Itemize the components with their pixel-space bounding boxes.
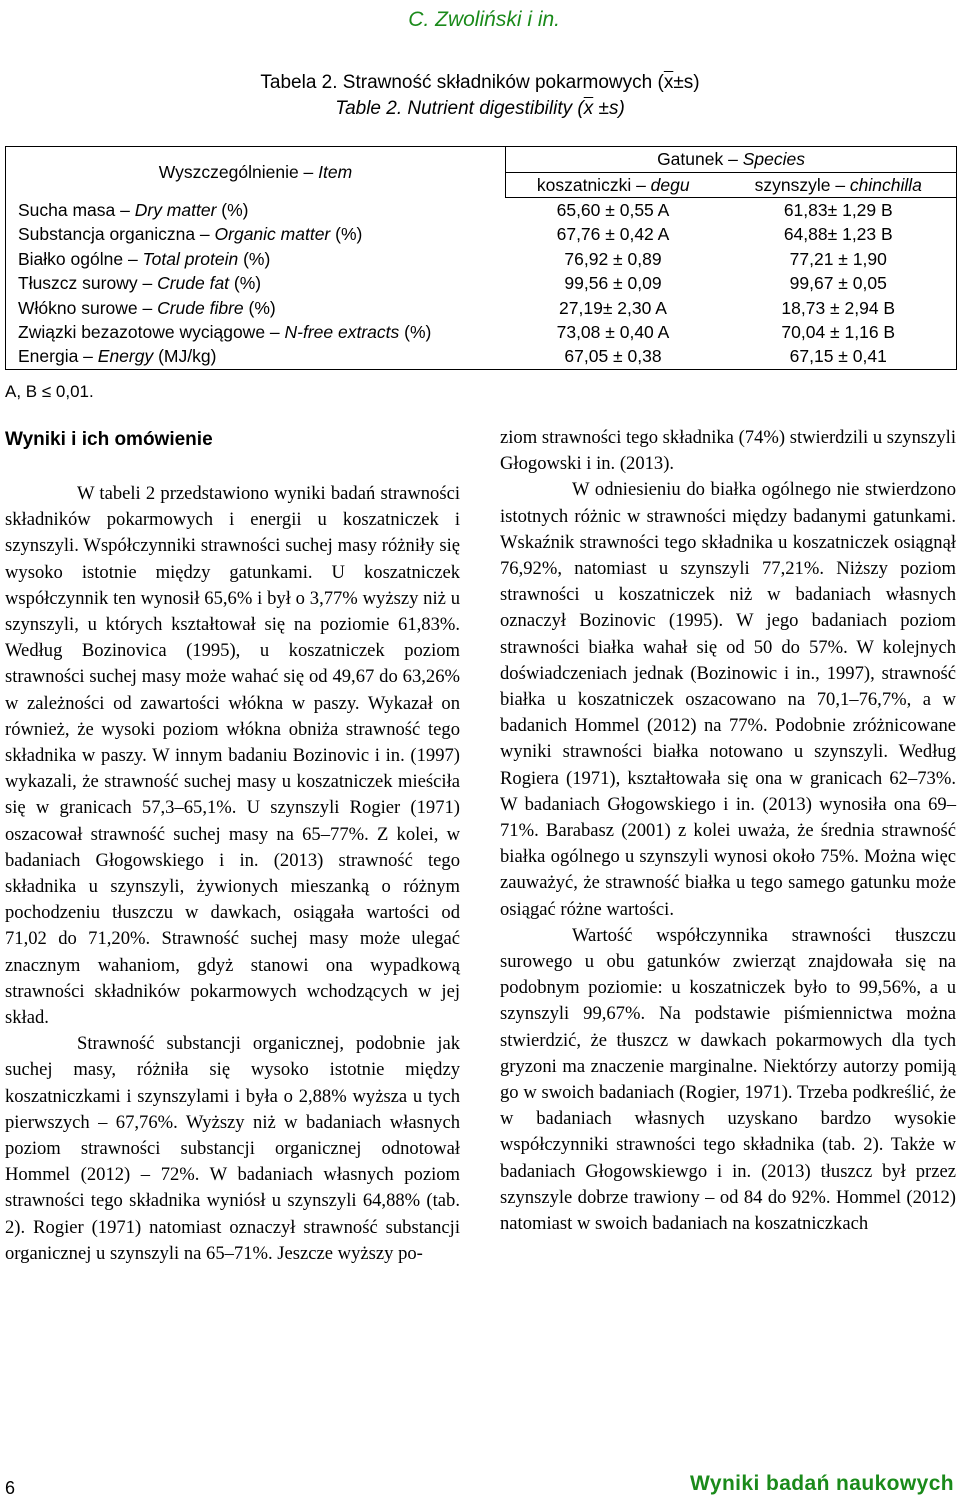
table-row <box>6 345 957 370</box>
species-header: Gatunek – Species <box>506 147 957 173</box>
row-label: Energia – Energy (MJ/kg) <box>6 345 506 370</box>
chinchilla-header: szynszyle – chinchilla <box>721 173 957 198</box>
chinchilla-value: 64,88± 1,23 B <box>721 223 957 247</box>
chinchilla-value: 18,73 ± 2,94 B <box>721 296 957 320</box>
digestibility-table <box>5 146 957 370</box>
body-paragraph: Strawność substancji organicznej, podobnie jak suchej masy, różniła się wysoko istotnie między koszatniczkami i szynszylami i była o 2,88% wyższa u tych pierwszych – 67,76%. Wyższy niż w badaniach własnych poziom strawności substancji organicznej odnotował Hommel (2012) – 72%. W badaniach własnych poziom strawności tego składnika wyniósł u szynszyli 64,88% (tab. 2). Rogier (1971) natomiast oznaczył strawność substancji organicznej u szynszyli na 65–71%. Jeszcze wyższy po- <box>5 1033 460 1264</box>
left-column <box>5 425 460 1267</box>
table-row <box>6 223 957 247</box>
body-paragraph: W tabeli 2 przedstawiono wyniki badań strawności składników pokarmowych i energii u koszatniczek i szynszyli. Współczynniki strawności suchej masy różniły się wysoko istotnie między gatunkami. U koszatniczek współczynnik ten wynosił 65,6% i był o 3,77% wyższy niż u szynszyli, u których kształtował się na poziomie 61,83%. Według Bozinovica (1995), u koszatniczek poziom strawności suchej masy może wahać się od 49,67 do 63,26% w zależności od zawartości włókna w paszy. Wykazał on również, że wysoki poziom włókna obniża strawność tego składnika w paszy. W innym badaniu Bozinovic i in. (1997) wykazali, że strawność suchej masy u koszatniczek mieściła się w granicach 57,3–65,1%. U szynszyli Rogier (1971) oszacował strawność suchej masy na 65–77%. Z kolei, w badaniach Głogowskiego i in. (2013) strawność tego składnika u szynszyli, żywionych mieszanką o różnym pochodzeniu tłuszczu w dawkach, osiągała wartości od 71,02 do 71,20%. Strawność suchej masy może ulegać znacznym wahaniom, gdyż stanowi ona wypadkową strawności składników pokarmowych wchodzących w jej skład. <box>5 483 460 1029</box>
caption-polish: Tabela 2. Strawność składników pokarmowych $(\overline{x}\pm s)$ <box>260 72 700 93</box>
table-footnote: A, B ≤ 0,01. <box>5 382 94 401</box>
chinchilla-value: 61,83± 1,29 B <box>721 198 957 223</box>
table-caption <box>0 70 960 122</box>
item-header: Wyszczególnienie – Item <box>6 147 506 198</box>
row-label: Związki bezazotowe wyciągowe – N-free extracts (%) <box>6 320 506 344</box>
chinchilla-value: 70,04 ± 1,16 B <box>721 320 957 344</box>
chinchilla-value: 67,15 ± 0,41 <box>721 345 957 370</box>
degu-header: koszatniczki – degu <box>506 173 721 198</box>
body-paragraph: ziom strawności tego składnika (74%) stwierdzili u szynszyli Głogowski i in. (2013). <box>500 427 956 475</box>
row-label: Substancja organiczna – Organic matter (%) <box>6 223 506 247</box>
running-head: C. Zwoliński i in. <box>408 8 560 31</box>
running-foot: Wyniki badań naukowych <box>690 1472 954 1495</box>
page-number: 6 <box>5 1478 16 1498</box>
table-row <box>6 198 957 223</box>
section-heading: Wyniki i ich omówienie <box>5 429 213 450</box>
chinchilla-value: 99,67 ± 0,05 <box>721 272 957 296</box>
body-paragraph: W odniesieniu do białka ogólnego nie stwierdzono istotnych różnic w strawności między badanymi gatunkami. Wskaźnik strawności tego składnika u koszatniczek osiągnął 76,92%, natomiast u szynszyli 77,21%. Niższy poziom strawności u koszatniczek niż w badaniach własnych oznaczył Bozinovic (1995). W jego badaniach poziom strawności białka wahał się od 50 do 57%. W kolejnych doświadczeniach jednak (Bozinowic i in., 1997), strawność białka u koszatniczek oszacowano na 70,1–76,7%, a w badanich Hommel (2012) na 77%. Podobnie zróżnicowane wyniki strawności białka notowano u szynszyli. Według Rogiera (1971), kształtowała się ona w granicach 62–73%. W badaniach Głogowskiego i in. (2013) wynosiła ona 69–71%. Barabasz (2001) z kolei uważa, że średnia strawność białka ogólnego u szynszyli wynosi około 75%. Można więc zauważyć, że strawność białka u tego samego gatunku może osiągać różne wartości. <box>500 479 956 920</box>
chinchilla-value: 77,21 ± 1,90 <box>721 247 957 271</box>
table-row <box>6 296 957 320</box>
row-label: Sucha masa – Dry matter (%) <box>6 198 506 223</box>
degu-value: 99,56 ± 0,09 <box>564 273 662 294</box>
table-row <box>6 320 957 344</box>
table-row <box>6 247 957 271</box>
caption-english: Table 2. Nutrient digestibility $(\overline{x} \pm s)$ <box>335 98 625 119</box>
degu-value: 27,19± 2,30 A <box>559 297 667 318</box>
degu-value: 73,08 ± 0,40 A <box>556 322 670 343</box>
row-label: Białko ogólne – Total protein (%) <box>6 247 506 271</box>
row-label: Tłuszcz surowy – Crude fat (%) <box>6 272 506 296</box>
right-column <box>500 425 956 1237</box>
table-header-row <box>6 147 957 173</box>
degu-value: 67,76 ± 0,42 A <box>556 224 670 245</box>
degu-value: 76,92 ± 0,89 <box>564 248 662 269</box>
degu-value: 65,60 ± 0,55 A <box>556 200 670 221</box>
row-label: Włókno surowe – Crude fibre (%) <box>6 296 506 320</box>
table-row <box>6 272 957 296</box>
degu-value: 67,05 ± 0,38 <box>506 345 721 370</box>
body-paragraph: Wartość współczynnika strawności tłuszczu surowego u obu gatunków zwierząt znajdowała się na podobnym poziomie: u koszatniczek było to 99,56%, a u szynszyli 99,67%. Na podstawie piśmiennictwa można stwierdzić, że tłuszcz w dawkach pokarmowych dla tych gryzoni ma znaczenie marginalne. Niektórzy autorzy pomiją go w swoich badaniach (Rogier, 1971). Trzeba podkreślić, że w badaniach własnych uzyskano bardzo wysokie współczynniki strawności tego składnika (tab. 2). Także w badaniach Głogowskiewgo i in. (2013) tłuszcz był przez szynszyle dobrze trawiony – od 84 do 92%. Hommel (2012) natomiast w swoich badaniach na koszatniczkach <box>500 924 956 1235</box>
